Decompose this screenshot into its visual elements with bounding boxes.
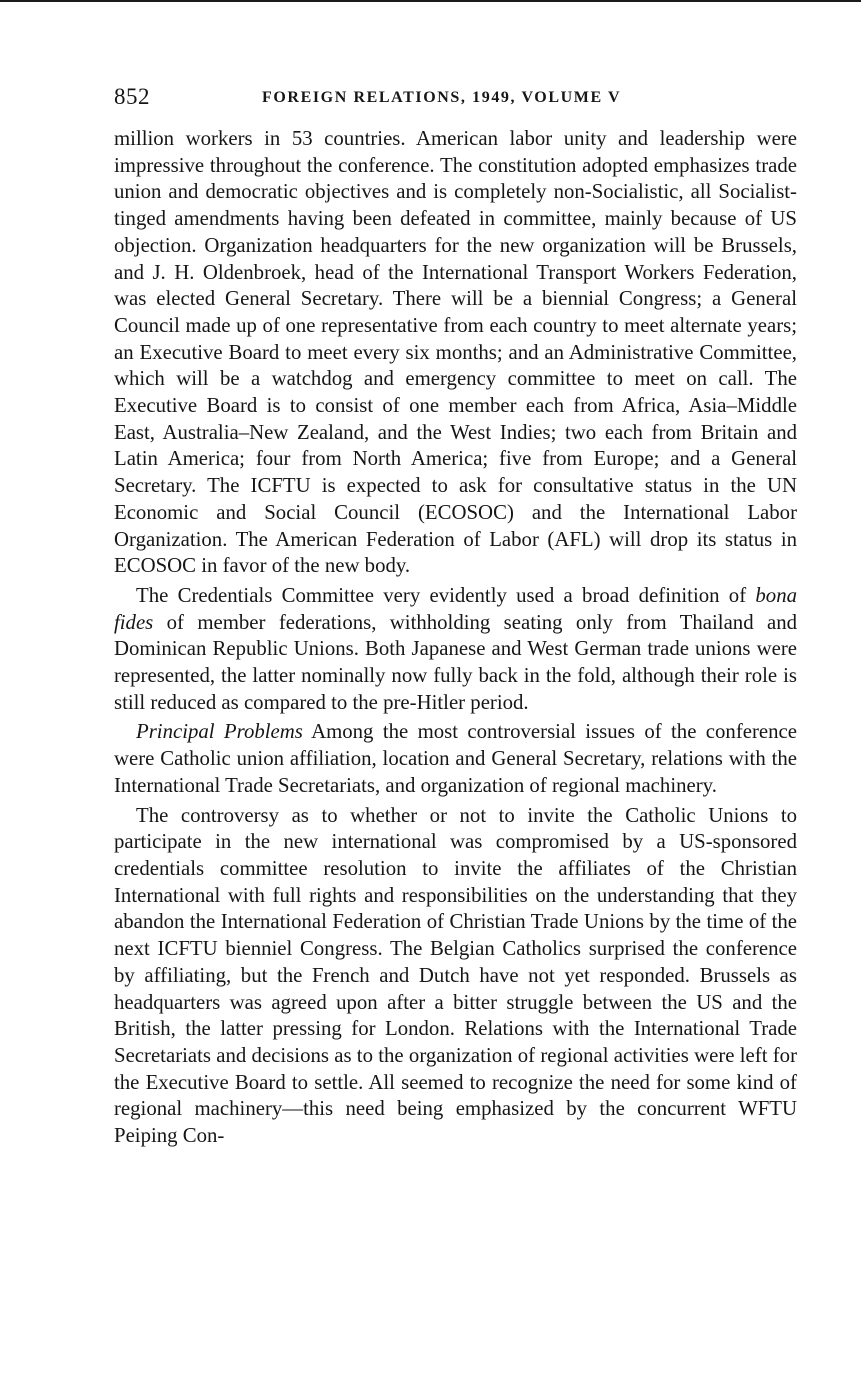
- italic-text-run: bona fides: [114, 583, 797, 634]
- page-number: 852: [114, 84, 150, 109]
- paragraph: [114, 126, 797, 580]
- body-text: [114, 126, 797, 1150]
- text-run: Among the most controversial issues of the conference were Catholic union affiliation, location and General Secretary, relations with the International Trade Secretariats, and organization of regional machinery.: [114, 720, 797, 797]
- text-run: of member federations, withholding seating only from Thailand and Dominican Republic Unions. Both Japanese and West German trade unions were represented, the latter nominally now fully back in the fold, although their role is still reduced as compared to the pre-Hitler period.: [114, 610, 797, 714]
- paragraph: [114, 803, 797, 1150]
- running-title: FOREIGN RELATIONS, 1949, VOLUME V: [262, 89, 622, 106]
- top-edge-rule: [0, 0, 861, 2]
- text-run: The controversy as to whether or not to invite the Catholic Unions to participate in the new international was compromised by a US-sponsored credentials committee resolution to invite the affiliates of the Christian International with full rights and responsibilities on the understanding that they abandon the International Federation of Christian Trade Unions by the time of the next ICFTU bienniel Congress. The Belgian Catholics surprised the conference by affiliating, but the French and Dutch have not yet responded. Brussels as headquarters was agreed upon after a bitter struggle between the US and the British, the latter pressing for London. Relations with the International Trade Secretariats and decisions as to the organization of regional activities were left for the Executive Board to settle. All seemed to recognize the need for some kind of regional machinery—this need being emphasized by the concurrent WFTU Peiping Con-: [114, 803, 797, 1148]
- italic-text-run: Principal Problems: [136, 720, 303, 744]
- paragraph: [114, 583, 797, 717]
- paragraph: [114, 719, 797, 799]
- text-run: The Credentials Committee very evidently used a broad definition of: [136, 583, 756, 607]
- running-header: [114, 80, 797, 114]
- document-page: [114, 80, 797, 1150]
- text-run: million workers in 53 countries. American labor unity and leadership were impressive throughout the conference. The constitution adopted emphasizes trade union and democratic objectives and is completely non-Socialistic, all Socialist-tinged amendments having been defeated in committee, mainly because of US objection. Organization headquarters for the new organization will be Brussels, and J. H. Oldenbroek, head of the International Transport Workers Federation, was elected General Secretary. There will be a biennial Congress; a General Council made up of one representative from each country to meet alternate years; an Executive Board to meet every six months; and an Administrative Committee, which will be a watchdog and emergency committee to meet on call. The Executive Board is to consist of one member each from Africa, Asia–Middle East, Australia–New Zealand, and the West Indies; two each from Britain and Latin America; four from North America; five from Europe; and a General Secretary. The ICFTU is expected to ask for consultative status in the UN Economic and Social Council (ECOSOC) and the International Labor Organization. The American Federation of Labor (AFL) will drop its status in ECOSOC in favor of the new body.: [114, 127, 797, 578]
